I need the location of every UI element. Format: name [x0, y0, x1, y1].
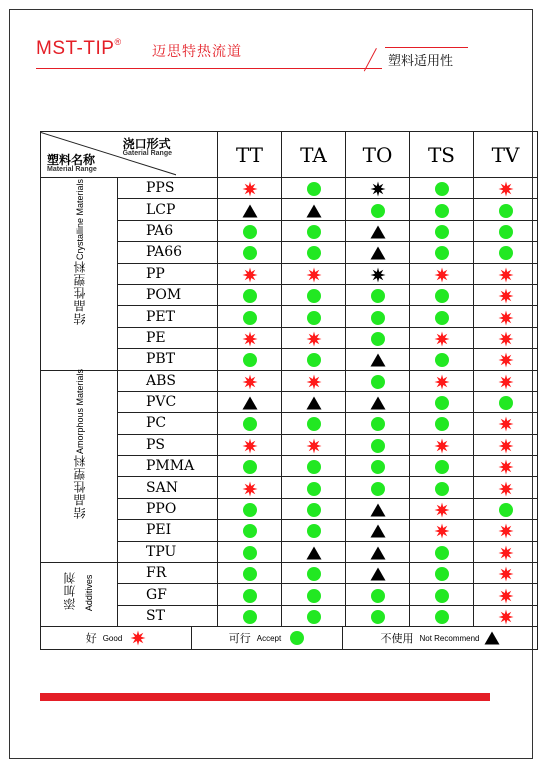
brand-logo: MST-TIP®	[36, 36, 122, 59]
legend-not-recommend	[343, 627, 537, 649]
accept-circle-icon	[306, 310, 322, 326]
good-star-icon	[306, 438, 322, 454]
brand-name-cn: 迈思特热流道	[152, 44, 242, 60]
rating-cell	[282, 306, 346, 327]
accept-circle-icon	[370, 588, 386, 604]
group-label-cn: 结晶性塑料	[72, 259, 87, 325]
rating-cell	[474, 605, 538, 626]
rating-cell	[346, 520, 410, 541]
group-label-cn: 结晶性塑料	[72, 454, 87, 520]
rating-cell	[474, 263, 538, 284]
good-star-icon	[434, 374, 450, 390]
rating-cell	[346, 563, 410, 584]
accept-circle-icon	[434, 588, 450, 604]
accept-circle-icon	[370, 459, 386, 475]
accept-circle-icon	[242, 245, 258, 261]
material-name: PC	[118, 413, 218, 434]
accept-circle-icon	[434, 288, 450, 304]
good-star-icon	[498, 267, 514, 283]
not-recommend-triangle-icon	[242, 395, 258, 411]
material-name-label-en: Material Range	[47, 166, 97, 173]
accept-circle-icon	[242, 288, 258, 304]
rating-cell	[474, 584, 538, 605]
not-recommend-triangle-icon	[242, 203, 258, 219]
not-recommend-triangle-icon	[370, 352, 386, 368]
rating-cell	[346, 541, 410, 562]
rating-cell	[346, 349, 410, 370]
corner-cell	[41, 132, 218, 178]
accept-circle-icon	[306, 523, 322, 539]
accept-circle-icon	[370, 288, 386, 304]
group-label-cn: 添加剂	[63, 571, 77, 611]
accept-circle-icon	[306, 502, 322, 518]
rating-cell	[282, 370, 346, 391]
legend-not-cn: 不使用	[380, 632, 414, 646]
good-star-icon	[242, 481, 258, 497]
accept-circle-icon	[370, 416, 386, 432]
good-star-icon	[498, 459, 514, 475]
accept-circle-icon	[306, 588, 322, 604]
accept-circle-icon	[434, 203, 450, 219]
rating-cell	[218, 541, 282, 562]
material-name: POM	[118, 284, 218, 305]
group-label-cell	[41, 178, 118, 371]
group-label-cell	[41, 370, 118, 563]
rating-cell	[474, 413, 538, 434]
rating-cell	[410, 434, 474, 455]
good-star-icon	[434, 523, 450, 539]
rating-cell	[218, 391, 282, 412]
rating-cell	[218, 242, 282, 263]
group-label-en: Crystalline Materials	[74, 178, 85, 260]
rating-cell	[282, 220, 346, 241]
accept-circle-icon	[370, 310, 386, 326]
rating-cell	[346, 306, 410, 327]
good-star-icon	[498, 566, 514, 582]
good-star-icon	[306, 374, 322, 390]
rating-cell	[474, 220, 538, 241]
accept-circle-icon	[498, 203, 514, 219]
not-recommend-triangle-icon	[370, 395, 386, 411]
good-star-icon	[498, 310, 514, 326]
not-recommend-triangle-icon	[370, 523, 386, 539]
good-star-icon	[242, 181, 258, 197]
accept-circle-icon	[498, 224, 514, 240]
accept-circle-icon	[434, 224, 450, 240]
accept-circle-icon	[434, 459, 450, 475]
rating-cell	[218, 434, 282, 455]
accept-circle-icon	[434, 395, 450, 411]
rating-cell	[218, 563, 282, 584]
good-star-black-icon	[370, 181, 386, 197]
rating-cell	[410, 391, 474, 412]
material-name: PA6	[118, 220, 218, 241]
good-star-icon	[434, 267, 450, 283]
accept-circle-icon	[306, 566, 322, 582]
rating-cell	[346, 434, 410, 455]
material-name: PMMA	[118, 456, 218, 477]
rating-cell	[410, 306, 474, 327]
accept-circle-icon	[242, 588, 258, 604]
good-star-icon	[434, 438, 450, 454]
rating-cell	[218, 327, 282, 348]
header-rule-right	[385, 47, 468, 48]
rating-cell	[282, 391, 346, 412]
rating-cell	[410, 605, 474, 626]
material-name: SAN	[118, 477, 218, 498]
rating-cell	[346, 370, 410, 391]
accept-circle-icon	[434, 352, 450, 368]
rating-cell	[282, 242, 346, 263]
accept-circle-icon	[242, 609, 258, 625]
not-recommend-triangle-icon	[370, 502, 386, 518]
method-header: TT	[218, 132, 282, 178]
material-name: FR	[118, 563, 218, 584]
rating-cell	[474, 520, 538, 541]
material-name: ST	[118, 605, 218, 626]
rating-cell	[474, 477, 538, 498]
accept-circle-icon	[498, 502, 514, 518]
rating-cell	[410, 498, 474, 519]
accept-circle-icon	[370, 609, 386, 625]
rating-cell	[282, 456, 346, 477]
good-star-icon	[242, 438, 258, 454]
accept-circle-icon	[370, 438, 386, 454]
rating-cell	[474, 370, 538, 391]
accept-circle-icon	[434, 566, 450, 582]
rating-cell	[282, 263, 346, 284]
rating-cell	[474, 498, 538, 519]
rating-cell	[346, 413, 410, 434]
rating-cell	[218, 349, 282, 370]
not-recommend-triangle-icon	[306, 203, 322, 219]
rating-cell	[282, 199, 346, 220]
legend-not-en: Not Recommend	[419, 633, 480, 643]
rating-cell	[346, 605, 410, 626]
rating-cell	[282, 605, 346, 626]
good-star-icon	[498, 545, 514, 561]
rating-cell	[346, 220, 410, 241]
rating-cell	[410, 242, 474, 263]
rating-cell	[346, 263, 410, 284]
rating-cell	[346, 178, 410, 199]
gate-type-label: 浇口形式	[122, 137, 171, 151]
rating-cell	[218, 520, 282, 541]
accept-circle-icon	[306, 181, 322, 197]
rating-cell	[474, 563, 538, 584]
material-name-label: 塑料名称	[47, 153, 96, 167]
accept-circle-icon	[434, 545, 450, 561]
material-name: PP	[118, 263, 218, 284]
rating-cell	[282, 498, 346, 519]
rating-cell	[282, 284, 346, 305]
not-recommend-triangle-icon	[306, 545, 322, 561]
material-row	[41, 563, 538, 584]
accept-circle-icon	[370, 203, 386, 219]
material-name: TPU	[118, 541, 218, 562]
method-header: TS	[410, 132, 474, 178]
accept-circle-icon	[242, 224, 258, 240]
accept-circle-icon	[242, 523, 258, 539]
good-star-icon	[498, 352, 514, 368]
page-title: 塑料适用性	[388, 54, 454, 69]
accept-circle-icon	[434, 245, 450, 261]
method-header: TA	[282, 132, 346, 178]
good-star-icon	[498, 181, 514, 197]
rating-cell	[474, 327, 538, 348]
good-star-icon	[498, 481, 514, 497]
good-star-icon	[242, 331, 258, 347]
material-name: PET	[118, 306, 218, 327]
good-star-icon	[498, 609, 514, 625]
accept-circle-icon	[498, 245, 514, 261]
rating-cell	[218, 413, 282, 434]
rating-cell	[474, 541, 538, 562]
good-star-icon	[130, 630, 146, 646]
rating-cell	[346, 456, 410, 477]
accept-circle-icon	[434, 416, 450, 432]
rating-cell	[474, 284, 538, 305]
rating-cell	[346, 242, 410, 263]
good-star-icon	[434, 331, 450, 347]
accept-circle-icon	[242, 416, 258, 432]
rating-cell	[282, 584, 346, 605]
rating-cell	[410, 413, 474, 434]
not-recommend-triangle-icon	[306, 395, 322, 411]
legend-good-cn: 好	[85, 632, 97, 646]
good-star-icon	[242, 374, 258, 390]
good-star-icon	[434, 502, 450, 518]
material-name: PE	[118, 327, 218, 348]
accept-circle-icon	[370, 481, 386, 497]
good-star-icon	[498, 523, 514, 539]
accept-circle-icon	[306, 481, 322, 497]
rating-cell	[474, 434, 538, 455]
good-star-icon	[306, 267, 322, 283]
rating-cell	[474, 456, 538, 477]
rating-cell	[218, 477, 282, 498]
accept-circle-icon	[306, 288, 322, 304]
rating-cell	[218, 498, 282, 519]
accept-circle-icon	[306, 459, 322, 475]
good-star-icon	[306, 331, 322, 347]
material-name: GF	[118, 584, 218, 605]
good-star-icon	[498, 331, 514, 347]
rating-cell	[410, 327, 474, 348]
good-star-icon	[498, 288, 514, 304]
material-name: PEI	[118, 520, 218, 541]
not-recommend-triangle-icon	[484, 630, 500, 646]
rating-cell	[282, 541, 346, 562]
legend-accept-en: Accept	[256, 633, 282, 643]
legend-accept-cn: 可行	[228, 632, 251, 646]
rating-cell	[346, 327, 410, 348]
rating-cell	[218, 263, 282, 284]
material-name: PPO	[118, 498, 218, 519]
material-row	[41, 370, 538, 391]
legend-row	[41, 627, 538, 650]
group-label-en: Additives	[84, 574, 94, 611]
rating-cell	[346, 199, 410, 220]
rating-cell	[282, 477, 346, 498]
good-star-icon	[498, 374, 514, 390]
accept-circle-icon	[306, 352, 322, 368]
accept-circle-icon	[242, 502, 258, 518]
material-name: PBT	[118, 349, 218, 370]
accept-circle-icon	[370, 331, 386, 347]
accept-circle-icon	[434, 310, 450, 326]
rating-cell	[346, 391, 410, 412]
rating-cell	[410, 199, 474, 220]
good-star-black-icon	[370, 267, 386, 283]
accept-circle-icon	[242, 459, 258, 475]
accept-circle-icon	[306, 224, 322, 240]
rating-cell	[474, 199, 538, 220]
accept-circle-icon	[434, 609, 450, 625]
good-star-icon	[498, 416, 514, 432]
rating-cell	[282, 327, 346, 348]
rating-cell	[346, 284, 410, 305]
good-star-icon	[242, 267, 258, 283]
rating-cell	[410, 520, 474, 541]
rating-cell	[410, 284, 474, 305]
rating-cell	[410, 541, 474, 562]
rating-cell	[474, 242, 538, 263]
rating-cell	[282, 413, 346, 434]
accept-circle-icon	[434, 481, 450, 497]
rating-cell	[410, 456, 474, 477]
rating-cell	[346, 477, 410, 498]
not-recommend-triangle-icon	[370, 224, 386, 240]
rating-cell	[282, 520, 346, 541]
material-row	[41, 178, 538, 199]
rating-cell	[218, 178, 282, 199]
not-recommend-triangle-icon	[370, 245, 386, 261]
footer-bar	[40, 693, 490, 701]
legend-good	[41, 627, 192, 649]
material-name: LCP	[118, 199, 218, 220]
material-name: PA66	[118, 242, 218, 263]
accept-circle-icon	[306, 609, 322, 625]
rating-cell	[410, 563, 474, 584]
rating-cell	[410, 263, 474, 284]
good-star-icon	[498, 438, 514, 454]
rating-cell	[410, 349, 474, 370]
material-name: ABS	[118, 370, 218, 391]
rating-cell	[218, 284, 282, 305]
accept-circle-icon	[242, 310, 258, 326]
rating-cell	[218, 220, 282, 241]
not-recommend-triangle-icon	[370, 545, 386, 561]
header-rule	[36, 68, 382, 69]
rating-cell	[282, 178, 346, 199]
good-star-icon	[498, 588, 514, 604]
accept-circle-icon	[306, 245, 322, 261]
material-name: PPS	[118, 178, 218, 199]
rating-cell	[218, 456, 282, 477]
rating-cell	[410, 178, 474, 199]
rating-cell	[346, 584, 410, 605]
rating-cell	[218, 306, 282, 327]
legend-good-en: Good	[102, 633, 123, 643]
gate-type-label-en: Gaterial Range	[122, 150, 172, 157]
rating-cell	[282, 434, 346, 455]
method-header: TO	[346, 132, 410, 178]
rating-cell	[410, 477, 474, 498]
rating-cell	[410, 220, 474, 241]
rating-cell	[218, 584, 282, 605]
rating-cell	[282, 349, 346, 370]
material-name: PS	[118, 434, 218, 455]
rating-cell	[474, 306, 538, 327]
rating-cell	[410, 370, 474, 391]
rating-cell	[474, 349, 538, 370]
group-label-en: Amorphous Materials	[74, 369, 85, 455]
rating-cell	[410, 584, 474, 605]
rating-cell	[474, 178, 538, 199]
legend-accept	[192, 627, 343, 649]
group-label-cell	[41, 563, 118, 627]
accept-circle-icon	[242, 566, 258, 582]
accept-circle-icon	[289, 630, 305, 646]
rating-cell	[282, 563, 346, 584]
accept-circle-icon	[498, 395, 514, 411]
accept-circle-icon	[434, 181, 450, 197]
accept-circle-icon	[306, 416, 322, 432]
accept-circle-icon	[242, 352, 258, 368]
rating-cell	[218, 605, 282, 626]
accept-circle-icon	[370, 374, 386, 390]
accept-circle-icon	[242, 545, 258, 561]
rating-cell	[218, 370, 282, 391]
rating-cell	[474, 391, 538, 412]
material-gate-matrix	[40, 131, 538, 650]
material-name: PVC	[118, 391, 218, 412]
not-recommend-triangle-icon	[370, 566, 386, 582]
method-header: TV	[474, 132, 538, 178]
rating-cell	[218, 199, 282, 220]
rating-cell	[346, 498, 410, 519]
